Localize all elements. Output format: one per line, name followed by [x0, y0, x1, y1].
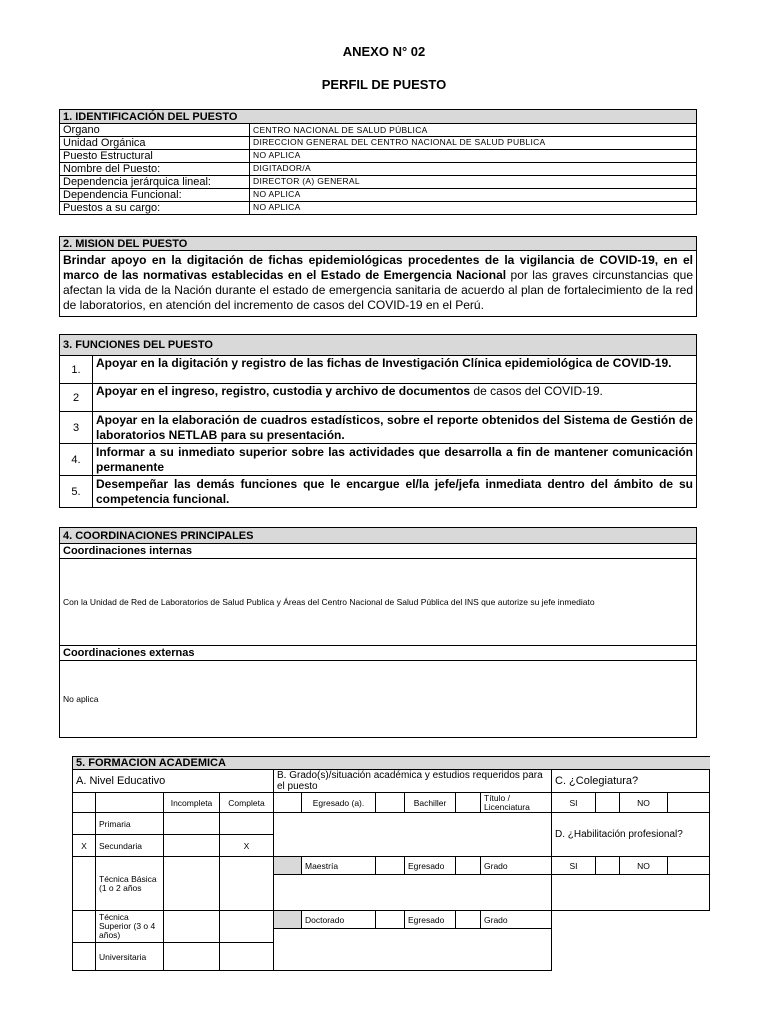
perfil-title: PERFIL DE PUESTO [321, 77, 447, 92]
titulo-checkbox[interactable] [456, 793, 481, 813]
titulo-label: Título / Licenciatura [481, 793, 552, 813]
maestria-egresado-label: Egresado [405, 857, 456, 875]
list-item: 2 Apoyar en el ingreso, registro, custodia y archivo de documentos de casos del COVID-19. [60, 384, 697, 412]
table-row: Primaria D. ¿Habilitación profesional? [73, 813, 710, 835]
mision-text: Brindar apoyo en la digitación de fichas epidemiológicas procedentes de la vigilancia de COVID-19, en el marco de las normativas establecidas en el Estado de Emergencia Nacional por las graves circunstancias que afectan la vida de la Nación durante el estado de emergencia sanitaria de acuerdo al plan de fortalecimiento de la red de laboratorios, en atención del incremento de casos del COVID-19 en el Perú. [60, 251, 697, 317]
completa-header: Completa [220, 793, 274, 813]
doctorado-label: Doctorado [302, 911, 376, 929]
habilitacion-no-label: NO [620, 857, 668, 875]
nivel-educativo-label: A. Nivel Educativo [73, 770, 274, 793]
coordinaciones-table [59, 527, 697, 738]
egresado-checkbox[interactable] [274, 793, 302, 813]
table-row: Universitaria [73, 943, 710, 971]
habilitacion-si-checkbox[interactable] [596, 857, 620, 875]
colegiatura-si-checkbox[interactable] [596, 793, 620, 813]
mision-table [59, 236, 697, 317]
egresado-a-label: Egresado (a). [302, 793, 376, 813]
table-row: X Secundaria X [73, 835, 710, 857]
colegiatura-si-label: SI [552, 793, 596, 813]
habilitacion-label: D. ¿Habilitación profesional? [552, 813, 710, 857]
table-row: Puestos a su cargo: NO APLICA [60, 202, 697, 215]
list-item: 1. Apoyar en la digitación y registro de las fichas de Investigación Clínica epidemiológica de COVID-19. [60, 356, 697, 384]
coordinaciones-externas-text: No aplica [60, 661, 697, 738]
habilitacion-si-label: SI [552, 857, 596, 875]
maestria-checkbox[interactable] [274, 857, 302, 875]
table-row: Dependencia Funcional: NO APLICA [60, 189, 697, 202]
funciones-table [59, 334, 697, 508]
list-item: 5. Desempeñar las demás funciones que le encargue el/la jefe/jefa inmediata dentro del ámbito de su competencia funcional. [60, 476, 697, 508]
coordinaciones-internas-label: Coordinaciones internas [60, 544, 697, 559]
grado-situacion-label: B. Grado(s)/situación académica y estudios requeridos para el puesto [274, 770, 552, 793]
formacion-table [72, 756, 710, 971]
doctorado-egresado-checkbox[interactable] [376, 911, 405, 929]
maestria-grado-label: Grado [481, 857, 552, 875]
bachiller-checkbox[interactable] [376, 793, 405, 813]
table-row: Nombre del Puesto: DIGITADOR/A [60, 163, 697, 176]
coordinaciones-internas-text: Con la Unidad de Red de Laboratorios de Salud Publica y Áreas del Centro Nacional de Salud Pública del INS que autorize su jefe inmediato [60, 559, 697, 646]
colegiatura-label: C. ¿Colegiatura? [552, 770, 710, 793]
maestria-egresado-checkbox[interactable] [376, 857, 405, 875]
section-5-header: 5. FORMACION ACADEMICA [73, 757, 710, 770]
identificacion-table [59, 109, 697, 215]
list-item: 4. Informar a su inmediato superior sobre las actividades que desarrolla a fin de mantener comunicación permanente [60, 444, 697, 476]
maestria-grado-checkbox[interactable] [456, 857, 481, 875]
habilitacion-no-checkbox[interactable] [668, 857, 710, 875]
doctorado-grado-checkbox[interactable] [456, 911, 481, 929]
bachiller-label: Bachiller [405, 793, 456, 813]
section-2-header: 2. MISION DEL PUESTO [60, 237, 697, 251]
doctorado-egresado-label: Egresado [405, 911, 456, 929]
table-row: Técnica Básica (1 o 2 años Maestría Egresado Grado SI NO [73, 857, 710, 875]
table-row: Puesto Estructural NO APLICA [60, 150, 697, 163]
table-row: Unidad Orgánica DIRECCION GENERAL DEL CENTRO NACIONAL DE SALUD PUBLICA [60, 137, 697, 150]
anexo-title: ANEXO N° 02 [342, 44, 426, 59]
table-row: Dependencia jerárquica lineal: DIRECTOR (A) GENERAL [60, 176, 697, 189]
doctorado-grado-label: Grado [481, 911, 552, 929]
incompleta-header: Incompleta [164, 793, 220, 813]
coordinaciones-externas-label: Coordinaciones externas [60, 646, 697, 661]
section-4-header: 4. COORDINACIONES PRINCIPALES [60, 528, 697, 544]
section-3-header: 3. FUNCIONES DEL PUESTO [60, 335, 697, 356]
colegiatura-no-checkbox[interactable] [668, 793, 710, 813]
table-row: Técnica Superior (3 o 4 años) Doctorado Egresado Grado [73, 911, 710, 929]
maestria-label: Maestría [302, 857, 376, 875]
list-item: 3 Apoyar en la elaboración de cuadros estadísticos, sobre el reporte obtenidos del Sistema de Gestión de laboratorios NETLAB para su presentación. [60, 412, 697, 444]
doctorado-checkbox[interactable] [274, 911, 302, 929]
table-row: Organo CENTRO NACIONAL DE SALUD PÚBLICA [60, 124, 697, 137]
colegiatura-no-label: NO [620, 793, 668, 813]
section-1-header: 1. IDENTIFICACIÓN DEL PUESTO [60, 110, 697, 124]
